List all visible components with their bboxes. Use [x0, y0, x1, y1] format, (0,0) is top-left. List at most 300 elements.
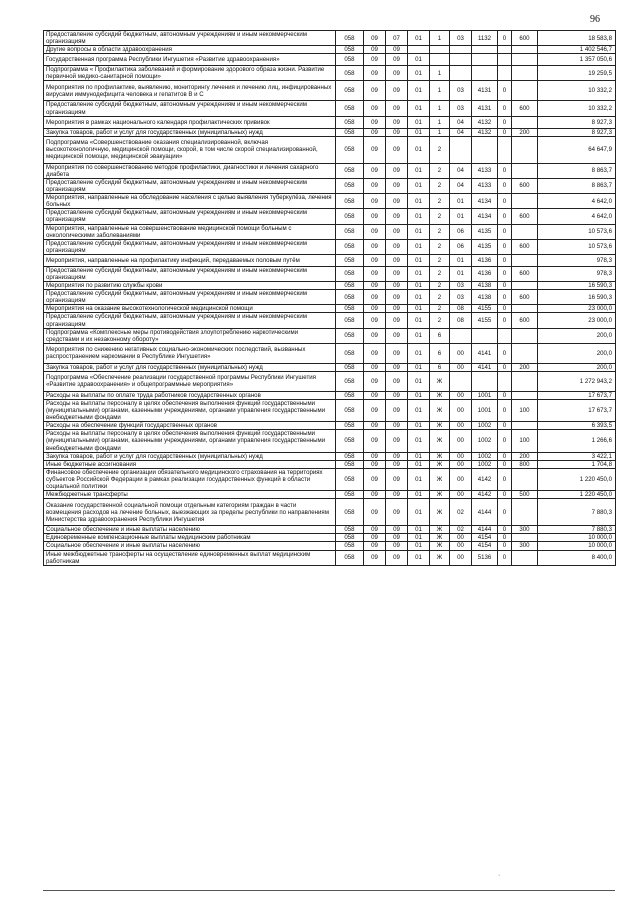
direction-cell: 01 [450, 194, 472, 209]
subsection-cell: 09 [386, 526, 408, 534]
subsection-cell: 09 [386, 239, 408, 254]
amount-cell: 200,0 [538, 328, 616, 343]
subprogram-cell: 2 [430, 282, 450, 290]
ministry-cell: 058 [336, 290, 364, 305]
program-cell: 01 [408, 136, 430, 163]
ministry-cell: 058 [336, 194, 364, 209]
program-cell: 01 [408, 116, 430, 128]
table-row [44, 363, 616, 371]
table-row [44, 468, 616, 490]
direction-cell: 00 [450, 422, 472, 430]
expense-type-cell [512, 163, 538, 178]
subsection-cell: 09 [386, 422, 408, 430]
zero-cell: 0 [498, 101, 512, 116]
zero-cell: 0 [498, 239, 512, 254]
section-cell: 09 [364, 224, 386, 239]
program-cell: 01 [408, 460, 430, 468]
subsection-cell: 09 [386, 194, 408, 209]
ministry-cell: 058 [336, 116, 364, 128]
name-cell: Предоставление субсидий бюджетным, автономным учреждениям и иным некоммерческим организациям [44, 209, 336, 224]
direction-cell: 08 [450, 305, 472, 313]
section-cell: 09 [364, 422, 386, 430]
program-cell: 01 [408, 391, 430, 399]
subprogram-cell: Ж [430, 422, 450, 430]
ministry-cell: 058 [336, 526, 364, 534]
expense-code-cell [472, 66, 498, 81]
ministry-cell: 058 [336, 136, 364, 163]
ministry-cell: 058 [336, 499, 364, 526]
expense-code-cell: 4138 [472, 290, 498, 305]
subsection-cell: 09 [386, 128, 408, 136]
table-row [44, 526, 616, 534]
ministry-cell: 058 [336, 266, 364, 281]
ministry-cell: 058 [336, 460, 364, 468]
program-cell: 01 [408, 54, 430, 66]
name-cell: Государственная программа Республики Ингушетия «Развитие здравоохранения» [44, 54, 336, 66]
direction-cell: 00 [450, 534, 472, 542]
zero-cell [498, 371, 512, 391]
ministry-cell: 058 [336, 254, 364, 266]
table-row [44, 163, 616, 178]
program-cell: 01 [408, 371, 430, 391]
subsection-cell: 09 [386, 363, 408, 371]
ministry-cell: 058 [336, 313, 364, 328]
expense-code-cell: 4135 [472, 239, 498, 254]
subprogram-cell: Ж [430, 491, 450, 499]
subsection-cell: 09 [386, 46, 408, 54]
section-cell: 09 [364, 400, 386, 422]
direction-cell: 00 [450, 468, 472, 490]
subprogram-cell: 2 [430, 178, 450, 193]
amount-cell: 17 673,7 [538, 391, 616, 399]
section-cell: 09 [364, 391, 386, 399]
table-row [44, 422, 616, 430]
section-cell: 09 [364, 209, 386, 224]
direction-cell [450, 136, 472, 163]
zero-cell: 0 [498, 266, 512, 281]
direction-cell: 04 [450, 128, 472, 136]
zero-cell: 0 [498, 499, 512, 526]
expense-type-cell [512, 66, 538, 81]
ministry-cell: 058 [336, 430, 364, 452]
section-cell: 09 [364, 101, 386, 116]
ministry-cell: 058 [336, 343, 364, 363]
amount-cell: 6 393,5 [538, 422, 616, 430]
name-cell: Подпрограмма «Комплексные меры противодействия злоупотреблению наркотическими средствами и их незаконному обороту» [44, 328, 336, 343]
name-cell: Закупка товаров, работ и услуг для государственных (муниципальных) нужд [44, 452, 336, 460]
direction-cell: 00 [450, 430, 472, 452]
expense-type-cell [512, 305, 538, 313]
subprogram-cell: 1 [430, 116, 450, 128]
ministry-cell: 058 [336, 224, 364, 239]
amount-cell: 1 220 450,0 [538, 491, 616, 499]
amount-cell: 23 000,0 [538, 305, 616, 313]
table-row [44, 328, 616, 343]
program-cell: 01 [408, 526, 430, 534]
section-cell: 09 [364, 534, 386, 542]
amount-cell: 17 673,7 [538, 400, 616, 422]
zero-cell [498, 66, 512, 81]
name-cell: Мероприятия, направленные на обследование населения с целью выявления туберкулёза, лечения больных [44, 194, 336, 209]
zero-cell [498, 54, 512, 66]
table-row [44, 254, 616, 266]
subprogram-cell: 2 [430, 224, 450, 239]
section-cell: 09 [364, 328, 386, 343]
ministry-cell: 058 [336, 31, 364, 46]
ministry-cell: 058 [336, 46, 364, 54]
zero-cell: 0 [498, 290, 512, 305]
expense-code-cell: 1002 [472, 460, 498, 468]
table-row [44, 116, 616, 128]
expense-code-cell [472, 371, 498, 391]
amount-cell: 8 927,3 [538, 128, 616, 136]
zero-cell: 0 [498, 163, 512, 178]
direction-cell: 03 [450, 81, 472, 101]
expense-code-cell: 4142 [472, 491, 498, 499]
expense-code-cell: 4154 [472, 534, 498, 542]
zero-cell: 0 [498, 313, 512, 328]
program-cell: 01 [408, 468, 430, 490]
table-row [44, 209, 616, 224]
amount-cell: 10 573,6 [538, 239, 616, 254]
table-row [44, 178, 616, 193]
page-number: 96 [590, 14, 600, 25]
subprogram-cell: Ж [430, 400, 450, 422]
program-cell: 01 [408, 209, 430, 224]
section-cell: 09 [364, 178, 386, 193]
expense-type-cell: 200 [512, 363, 538, 371]
name-cell: Расходы на выплаты по оплате труда работников государственных органов [44, 391, 336, 399]
zero-cell: 0 [498, 178, 512, 193]
section-cell: 09 [364, 194, 386, 209]
zero-cell: 0 [498, 452, 512, 460]
direction-cell: 08 [450, 313, 472, 328]
amount-cell: 64 647,9 [538, 136, 616, 163]
table-row [44, 224, 616, 239]
name-cell: Расходы на обеспечение функций государственных органов [44, 422, 336, 430]
zero-cell: 0 [498, 116, 512, 128]
subsection-cell: 09 [386, 282, 408, 290]
direction-cell: 00 [450, 400, 472, 422]
direction-cell: 00 [450, 391, 472, 399]
section-cell: 09 [364, 491, 386, 499]
amount-cell: 8 400,0 [538, 550, 616, 565]
table-row [44, 101, 616, 116]
ministry-cell: 058 [336, 101, 364, 116]
zero-cell [498, 136, 512, 163]
ministry-cell: 058 [336, 542, 364, 550]
subprogram-cell: Ж [430, 391, 450, 399]
table-row [44, 460, 616, 468]
table-row [44, 54, 616, 66]
program-cell: 01 [408, 499, 430, 526]
ministry-cell: 058 [336, 491, 364, 499]
table-row [44, 194, 616, 209]
table-row [44, 66, 616, 81]
subsection-cell: 09 [386, 266, 408, 281]
expense-type-cell: 600 [512, 209, 538, 224]
expense-type-cell: 300 [512, 542, 538, 550]
subsection-cell: 09 [386, 550, 408, 565]
expense-type-cell: 600 [512, 101, 538, 116]
table-row [44, 136, 616, 163]
table-row [44, 400, 616, 422]
amount-cell: 978,3 [538, 266, 616, 281]
name-cell: Социальное обеспечение и иные выплаты населению [44, 526, 336, 534]
amount-cell: 4 642,0 [538, 194, 616, 209]
subsection-cell: 09 [386, 101, 408, 116]
expense-code-cell: 4144 [472, 499, 498, 526]
expense-code-cell: 4142 [472, 468, 498, 490]
subprogram-cell: Ж [430, 499, 450, 526]
subprogram-cell: 6 [430, 343, 450, 363]
expense-type-cell: 600 [512, 266, 538, 281]
name-cell: Подпрограмма «Совершенствование оказания специализированной, включая высокотехнологичную, медицинской помощи, скорой, в том числе скорой специализированной, медицинской помощи, медицинской эвакуации» [44, 136, 336, 163]
zero-cell: 0 [498, 194, 512, 209]
zero-cell: 0 [498, 282, 512, 290]
name-cell: Мероприятия по совершенствованию методов профилактики, диагностики и лечения сахарного диабета [44, 163, 336, 178]
subprogram-cell: Ж [430, 430, 450, 452]
zero-cell: 0 [498, 468, 512, 490]
expense-type-cell [512, 343, 538, 363]
section-cell: 09 [364, 290, 386, 305]
program-cell: 01 [408, 254, 430, 266]
program-cell: 01 [408, 491, 430, 499]
section-cell: 09 [364, 542, 386, 550]
expense-code-cell: 1001 [472, 400, 498, 422]
subsection-cell: 09 [386, 468, 408, 490]
name-cell: Мероприятия по профилактике, выявлению, мониторингу лечения и лечению лиц, инфицированных вирусами иммунодефицита человека и гепатитов В и С [44, 81, 336, 101]
zero-cell: 0 [498, 526, 512, 534]
expense-type-cell: 500 [512, 491, 538, 499]
direction-cell: 03 [450, 290, 472, 305]
section-cell: 09 [364, 460, 386, 468]
zero-cell: 0 [498, 209, 512, 224]
section-cell: 09 [364, 363, 386, 371]
expense-code-cell: 4132 [472, 128, 498, 136]
expense-code-cell: 4154 [472, 542, 498, 550]
zero-cell: 0 [498, 224, 512, 239]
subsection-cell: 09 [386, 343, 408, 363]
section-cell: 09 [364, 550, 386, 565]
section-cell: 09 [364, 526, 386, 534]
subsection-cell: 09 [386, 66, 408, 81]
expense-type-cell [512, 46, 538, 54]
program-cell: 01 [408, 66, 430, 81]
direction-cell: 00 [450, 363, 472, 371]
direction-cell: 02 [450, 499, 472, 526]
expense-type-cell: 800 [512, 460, 538, 468]
expense-code-cell: 4131 [472, 81, 498, 101]
subprogram-cell: 2 [430, 163, 450, 178]
name-cell: Расходы на выплаты персоналу в целях обеспечения выполнения функций государственными (муниципальными) органами, казенными учреждениями, органами управления государственными внебюджетными фондами [44, 400, 336, 422]
zero-cell: 0 [498, 363, 512, 371]
program-cell: 01 [408, 282, 430, 290]
section-cell: 09 [364, 128, 386, 136]
expense-type-cell: 600 [512, 31, 538, 46]
name-cell: Мероприятия, направленные на совершенствование медицинской помощи больным с онкологическими заболеваниями [44, 224, 336, 239]
table-row [44, 282, 616, 290]
zero-cell: 0 [498, 460, 512, 468]
table-row [44, 534, 616, 542]
amount-cell: 18 583,8 [538, 31, 616, 46]
zero-cell: 0 [498, 550, 512, 565]
expense-type-cell [512, 534, 538, 542]
direction-cell [450, 46, 472, 54]
program-cell: 01 [408, 31, 430, 46]
section-cell: 09 [364, 163, 386, 178]
subprogram-cell: 1 [430, 128, 450, 136]
table-row [44, 371, 616, 391]
table-row [44, 499, 616, 526]
subprogram-cell: 2 [430, 254, 450, 266]
table-row [44, 290, 616, 305]
name-cell: Мероприятия, направленные на профилактику инфекций, передаваемых половым путём [44, 254, 336, 266]
expense-type-cell [512, 422, 538, 430]
subsection-cell: 09 [386, 209, 408, 224]
page-mark: · [498, 872, 501, 879]
expense-code-cell [472, 54, 498, 66]
subsection-cell: 09 [386, 224, 408, 239]
direction-cell [450, 328, 472, 343]
subprogram-cell: 2 [430, 290, 450, 305]
ministry-cell: 058 [336, 363, 364, 371]
subprogram-cell: 1 [430, 81, 450, 101]
subprogram-cell: 2 [430, 136, 450, 163]
expense-code-cell: 4134 [472, 194, 498, 209]
name-cell: Мероприятия на оказание высокотехнологической медицинской помощи [44, 305, 336, 313]
expense-code-cell: 4138 [472, 282, 498, 290]
expense-type-cell [512, 81, 538, 101]
name-cell: Социальное обеспечение и иные выплаты населению [44, 542, 336, 550]
table-body [44, 31, 616, 566]
ministry-cell: 058 [336, 239, 364, 254]
ministry-cell: 058 [336, 550, 364, 565]
ministry-cell: 058 [336, 66, 364, 81]
expense-code-cell: 4133 [472, 178, 498, 193]
amount-cell: 1 704,8 [538, 460, 616, 468]
section-cell: 09 [364, 136, 386, 163]
name-cell: Предоставление субсидий бюджетным, автономным учреждениям и иным некоммерческим организациям [44, 239, 336, 254]
subsection-cell: 09 [386, 328, 408, 343]
program-cell [408, 46, 430, 54]
direction-cell: 00 [450, 542, 472, 550]
amount-cell: 200,0 [538, 343, 616, 363]
direction-cell: 01 [450, 209, 472, 224]
direction-cell: 00 [450, 491, 472, 499]
ministry-cell: 058 [336, 328, 364, 343]
section-cell: 09 [364, 116, 386, 128]
table-row [44, 343, 616, 363]
expense-type-cell: 100 [512, 400, 538, 422]
section-cell: 09 [364, 305, 386, 313]
subprogram-cell: 1 [430, 101, 450, 116]
ministry-cell: 058 [336, 452, 364, 460]
subsection-cell: 09 [386, 534, 408, 542]
expense-code-cell: 1132 [472, 31, 498, 46]
subprogram-cell: 2 [430, 239, 450, 254]
section-cell: 09 [364, 313, 386, 328]
name-cell: Закупка товаров, работ и услуг для государственных (муниципальных) нужд [44, 128, 336, 136]
program-cell: 01 [408, 163, 430, 178]
zero-cell [498, 328, 512, 343]
ministry-cell: 058 [336, 81, 364, 101]
name-cell: Предоставление субсидий бюджетным, автономным учреждениям и иным некоммерческим организациям [44, 290, 336, 305]
table-row [44, 550, 616, 565]
subprogram-cell: 6 [430, 363, 450, 371]
subsection-cell: 09 [386, 136, 408, 163]
section-cell: 09 [364, 31, 386, 46]
name-cell: Предоставление субсидий бюджетным, автономным учреждениям и иным некоммерческим организациям [44, 31, 336, 46]
program-cell: 01 [408, 400, 430, 422]
subsection-cell: 09 [386, 391, 408, 399]
name-cell: Другие вопросы в области здравоохранения [44, 46, 336, 54]
subsection-cell: 09 [386, 116, 408, 128]
amount-cell: 200,0 [538, 363, 616, 371]
ministry-cell: 058 [336, 54, 364, 66]
zero-cell: 0 [498, 542, 512, 550]
expense-type-cell [512, 136, 538, 163]
expense-type-cell: 600 [512, 313, 538, 328]
amount-cell: 3 422,1 [538, 452, 616, 460]
budget-table [43, 30, 616, 566]
program-cell: 01 [408, 343, 430, 363]
subprogram-cell: 1 [430, 31, 450, 46]
expense-code-cell: 1002 [472, 452, 498, 460]
direction-cell: 06 [450, 239, 472, 254]
program-cell: 01 [408, 101, 430, 116]
subprogram-cell: Ж [430, 371, 450, 391]
amount-cell: 4 642,0 [538, 209, 616, 224]
name-cell: Подпрограмма « Профилактика заболеваний и формирование здорового образа жизни. Развитие первичной медико-санитарной помощи» [44, 66, 336, 81]
section-cell: 09 [364, 282, 386, 290]
name-cell: Подпрограмма «Обеспечение реализации государственной программы Республики Ингушетия «Развитие здравоохранения» и общепрограммные мероприятия» [44, 371, 336, 391]
ministry-cell: 058 [336, 534, 364, 542]
table-row [44, 46, 616, 54]
name-cell: Иные бюджетные ассигнования [44, 460, 336, 468]
direction-cell: 03 [450, 101, 472, 116]
section-cell: 09 [364, 343, 386, 363]
section-cell: 09 [364, 239, 386, 254]
amount-cell: 7 880,3 [538, 499, 616, 526]
direction-cell: 00 [450, 550, 472, 565]
name-cell: Предоставление субсидий бюджетным, автономным учреждениям и иным некоммерческим организациям [44, 266, 336, 281]
table-row [44, 491, 616, 499]
table-row [44, 305, 616, 313]
amount-cell: 10 332,2 [538, 101, 616, 116]
subprogram-cell: 6 [430, 328, 450, 343]
name-cell: Мероприятия в рамках национального календаря профилактических прививок [44, 116, 336, 128]
expense-type-cell [512, 499, 538, 526]
ministry-cell: 058 [336, 178, 364, 193]
expense-type-cell [512, 282, 538, 290]
expense-code-cell: 4155 [472, 305, 498, 313]
direction-cell [450, 66, 472, 81]
ministry-cell: 058 [336, 282, 364, 290]
program-cell: 01 [408, 452, 430, 460]
subsection-cell: 09 [386, 491, 408, 499]
subsection-cell: 09 [386, 313, 408, 328]
zero-cell: 0 [498, 400, 512, 422]
zero-cell: 0 [498, 254, 512, 266]
table-row [44, 266, 616, 281]
amount-cell: 7 880,3 [538, 526, 616, 534]
amount-cell: 1 272 943,2 [538, 371, 616, 391]
expense-type-cell: 100 [512, 430, 538, 452]
ministry-cell: 058 [336, 305, 364, 313]
subsection-cell: 07 [386, 31, 408, 46]
name-cell: Единовременные компенсационные выплаты медицинским работникам [44, 534, 336, 542]
